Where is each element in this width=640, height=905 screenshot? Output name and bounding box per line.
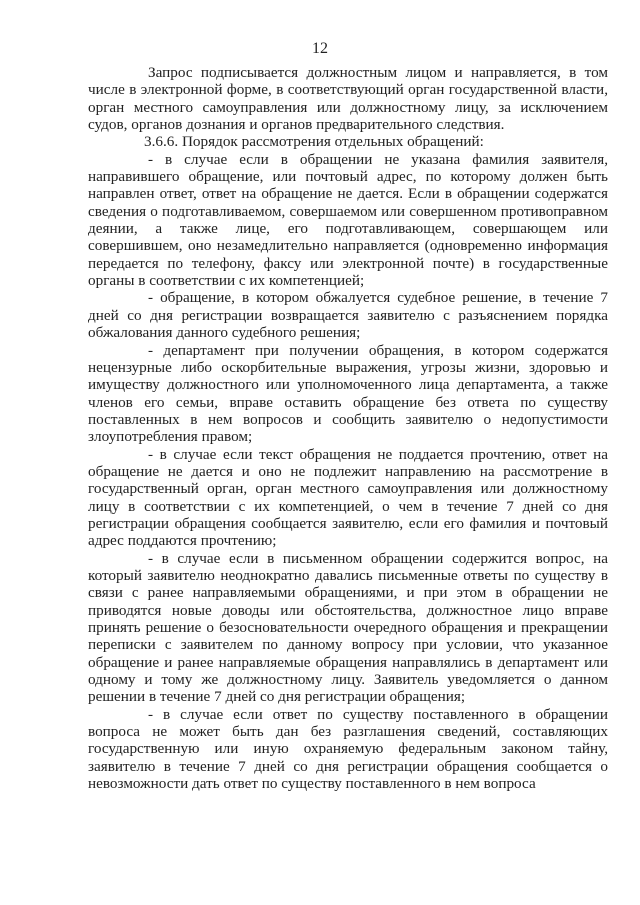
paragraph-unreadable-text: - в случае если текст обращения не поддается прочтению, ответ на обращение не дается и оно не подлежит направлению на рассмотрение в государственный орган, орган местного самоуправления или должностному лицу в соответствии с их компетенцией, о чем в течение 7 дней со дня регистрации обращения сообщается заявителю, если его фамилия и почтовый адрес поддаются прочтению; bbox=[88, 445, 608, 550]
paragraph-offensive-language: - департамент при получении обращения, в котором содержатся нецензурные либо оскорбительные выражения, угрозы жизни, здоровью и имуществу должностного или уполномоченного лица департамента, а также членов его семьи, вправе оставить обращение без ответа по существу поставленных в нем вопросов и сообщить заявителю о недопустимости злоупотребления правом; bbox=[88, 341, 608, 446]
paragraph-classified-info: - в случае если ответ по существу поставленного в обращении вопроса не может быть дан без разглашения сведений, составляющих государственную или иную охраняемую федеральным законом тайну, заявителю в течение 7 дней со дня регистрации обращения сообщается о невозможности дать ответ по существу поставленного в нем вопроса bbox=[88, 705, 608, 793]
paragraph-repeated-question: - в случае если в письменном обращении содержится вопрос, на который заявителю неоднократно давались письменные ответы по существу в связи с ранее направляемыми обращениями, и при этом в обращении не приводятся новые доводы или обстоятельства, должностное лицо вправе принять решение о безосновательности очередного обращения и прекращении переписки с заявителем по данному вопросу при условии, что указанное обращение и ранее направляемые обращения направлялись в департамент или одному и тому же должностному лицу. Заявитель уведомляется о данном решении в течение 7 дней со дня регистрации обращения; bbox=[88, 549, 608, 706]
document-body bbox=[88, 64, 608, 792]
page-number: 12 bbox=[312, 40, 328, 57]
section-heading-3-6-6: 3.6.6. Порядок рассмотрения отдельных обращений: bbox=[144, 133, 484, 151]
paragraph-court-decision: - обращение, в котором обжалуется судебное решение, в течение 7 дней со дня регистрации возвращается заявителю с разъяснением порядка обжалования данного судебного решения; bbox=[88, 289, 608, 342]
paragraph-request-signing: Запрос подписывается должностным лицом и направляется, в том числе в электронной форме, в соответствующий орган государственной власти, орган местного самоуправления или должностному лицу, за исключением судов, органов дознания и органов предварительного следствия. bbox=[88, 64, 608, 134]
paragraph-no-surname: - в случае если в обращении не указана фамилия заявителя, направившего обращение, или почтовый адрес, по которому должен быть направлен ответ, ответ на обращение не дается. Если в обращении содержатся сведения о подготавливаемом, совершаемом или совершенном противоправном деянии, а также лице, его подготавливающем, совершающем или совершившем, оно незамедлительно направляется (одновременно информация передается по телефону, факсу или электронной почте) в государственные органы в соответствии с их компетенцией; bbox=[88, 150, 608, 290]
